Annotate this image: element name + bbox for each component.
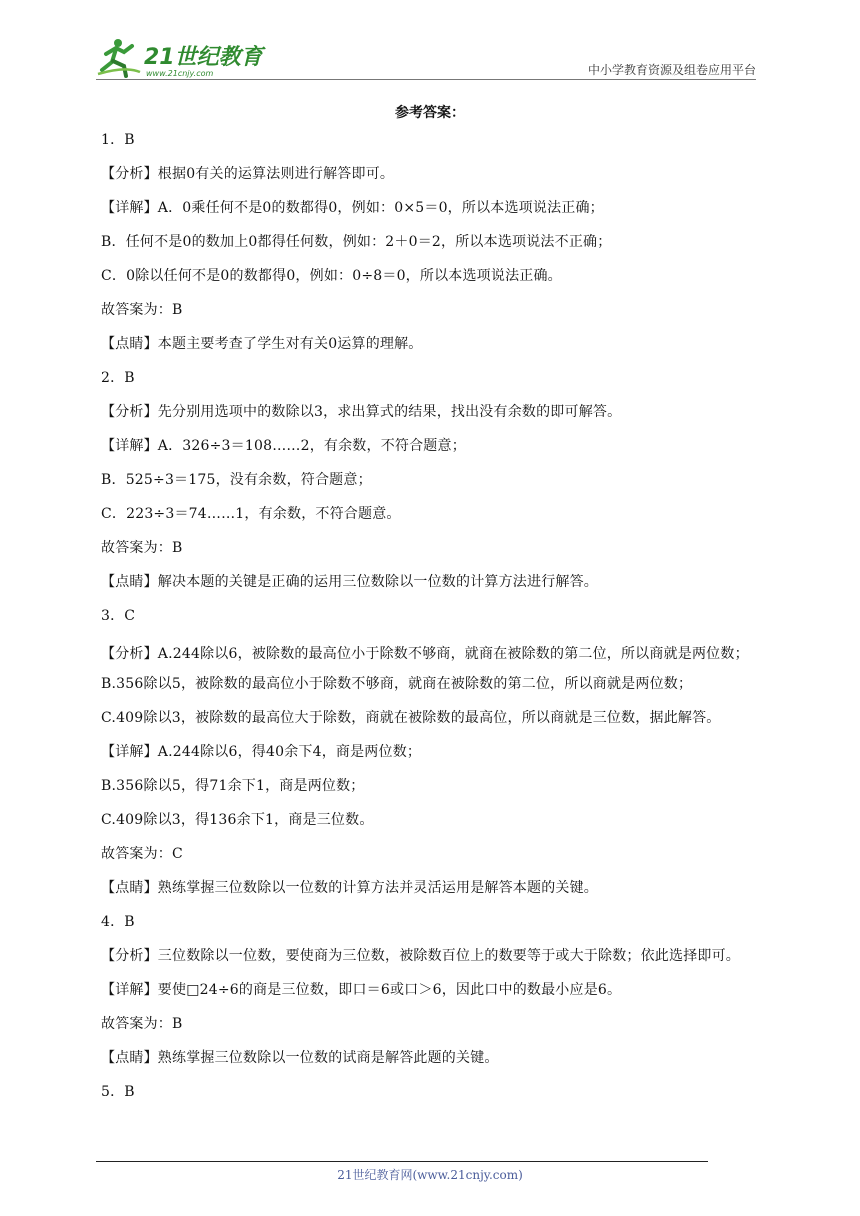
page-header [0,0,860,90]
answer-line: 【详解】要使□24÷6的商是三位数，即口＝6或口＞6，因此口中的数最小应是6。 [101,982,622,998]
site-logo [96,36,266,80]
answer-line: B．任何不是0的数加上0都得任何数，例如：2＋0＝2，所以本选项说法不正确； [101,234,612,250]
answer-line: 5．B [101,1084,135,1100]
answer-line: C.409除以3，得136余下1，商是三位数。 [101,812,374,828]
answer-line: 1．B [101,132,135,148]
answer-line: 【分析】A.244除以6，被除数的最高位小于除数不够商，就商在被除数的第二位，所以商就是两位数； [101,646,749,662]
answer-line: 【详解】A．326÷3＝108……2，有余数，不符合题意； [101,438,466,454]
answer-line: 【点睛】熟练掌握三位数除以一位数的计算方法并灵活运用是解答本题的关键。 [101,880,598,896]
header-divider [96,79,756,80]
answer-line: 【详解】A.244除以6，得40余下4，商是两位数； [101,744,422,760]
answer-line: 故答案为：B [101,540,183,556]
logo-wordmark: 21世纪教育 [144,45,263,70]
answer-line: 故答案为：B [101,1016,183,1032]
footer-divider [96,1161,708,1162]
answer-line: 【分析】根据0有关的运算法则进行解答即可。 [101,166,395,182]
answer-line: C．223÷3＝74……1，有余数，不符合题意。 [101,506,401,522]
answer-line: 故答案为：C [101,846,183,862]
footer-source: 21世纪教育网(www.21cnjy.com) [337,1168,523,1182]
answer-line: B．525÷3＝175，没有余数，符合题意； [101,472,372,488]
logo-url: www.21cnjy.com [146,69,214,78]
answer-line: C.409除以3，被除数的最高位大于除数，商就在被除数的最高位，所以商就是三位数，据此解答。 [101,710,721,726]
answer-line: B.356除以5，被除数的最高位小于除数不够商，就商在被除数的第二位，所以商就是两位数； [101,676,693,692]
answer-line: 【点睛】本题主要考查了学生对有关0运算的理解。 [101,336,423,352]
answer-line: B.356除以5，得71余下1，商是两位数； [101,778,365,794]
platform-name: 中小学教育资源及组卷应用平台 [587,63,756,77]
answer-line: 【分析】三位数除以一位数，要使商为三位数，被除数百位上的数要等于或大于除数；依此选择即可。 [101,948,740,964]
answer-line: C．0除以任何不是0的数都得0，例如：0÷8＝0，所以本选项说法正确。 [101,268,562,284]
runner-logo-icon [96,36,266,80]
answer-content [101,129,767,1115]
answer-line: 4．B [101,914,135,930]
answer-title: 参考答案： [395,105,465,121]
answer-line: 【详解】A．0乘任何不是0的数都得0，例如：0×5＝0，所以本选项说法正确； [101,200,604,216]
answer-line: 故答案为：B [101,302,183,318]
answer-line: 3．C [101,608,136,624]
answer-line: 【点睛】解决本题的关键是正确的运用三位数除以一位数的计算方法进行解答。 [101,574,598,590]
answer-line: 【点睛】熟练掌握三位数除以一位数的试商是解答此题的关键。 [101,1050,499,1066]
answer-line: 2．B [101,370,135,386]
answer-line: 【分析】先分别用选项中的数除以3，求出算式的结果，找出没有余数的即可解答。 [101,404,622,420]
